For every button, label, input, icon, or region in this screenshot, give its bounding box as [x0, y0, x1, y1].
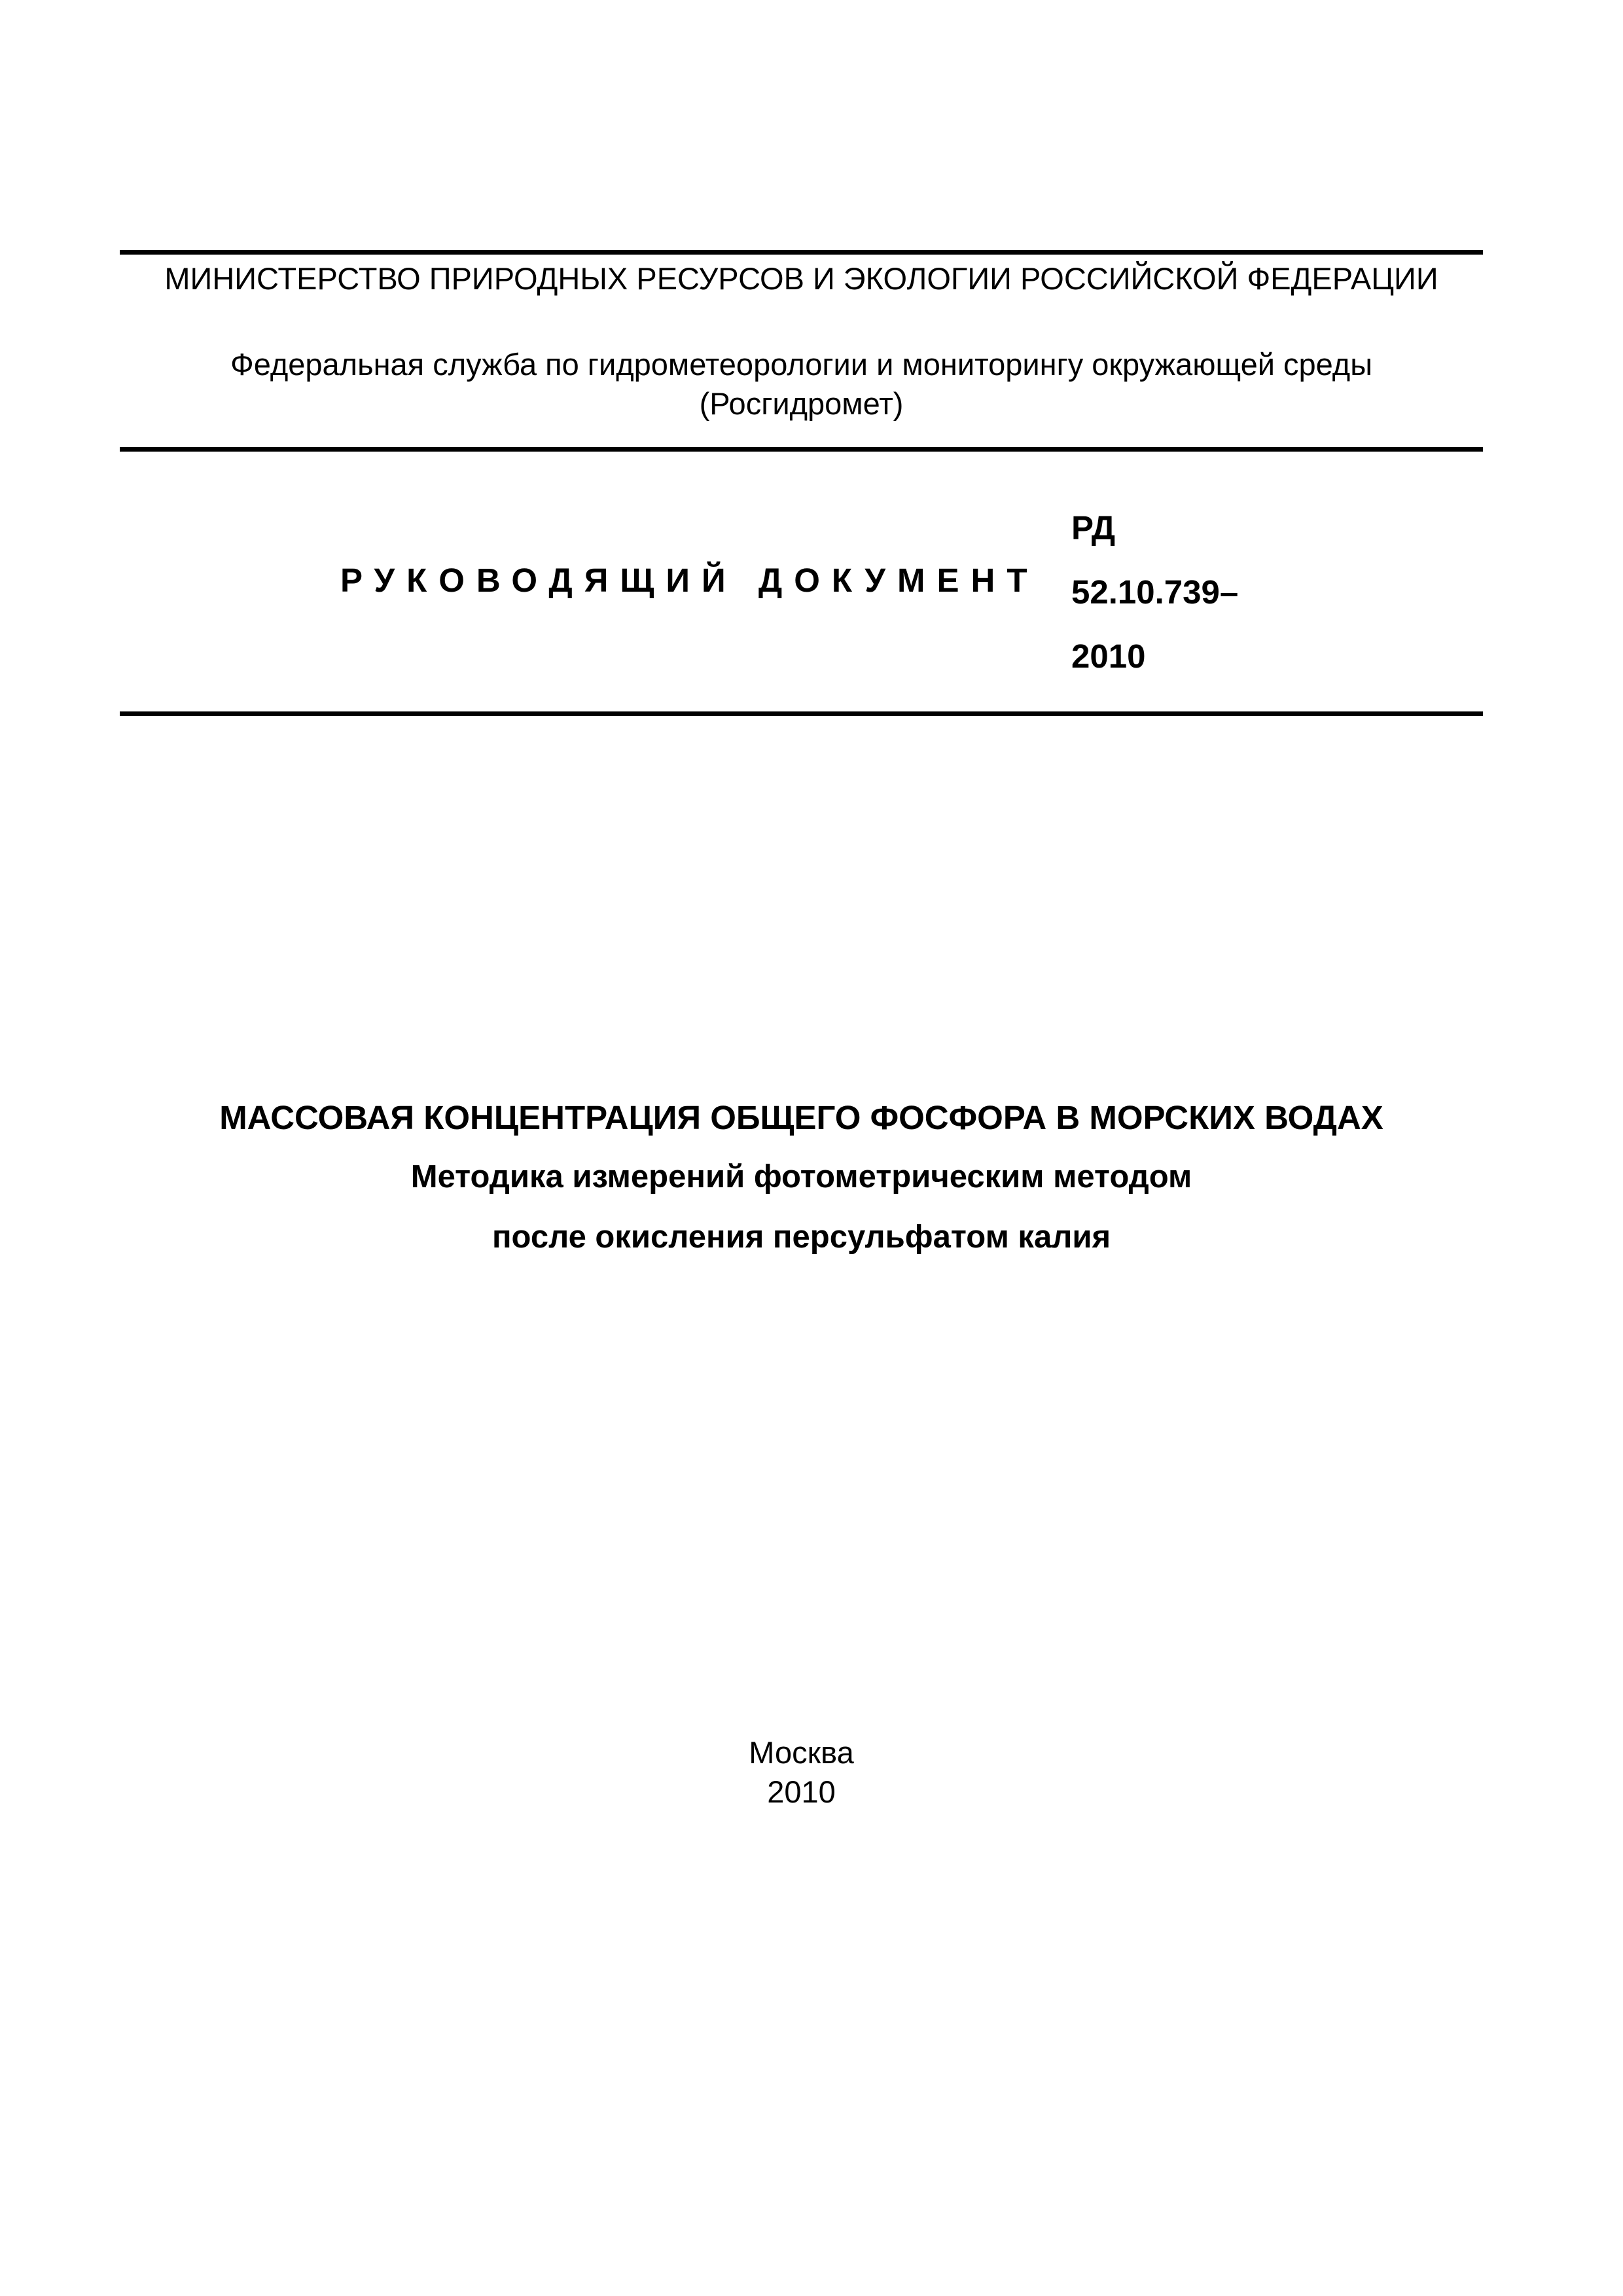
service-name-line-2: (Росгидромет): [699, 386, 904, 421]
publication-city: Москва: [749, 1735, 854, 1770]
document-code-line-1: РД: [1071, 509, 1116, 547]
service-name: [120, 345, 1483, 423]
bottom-divider: [120, 711, 1483, 716]
document-code-line-2: 52.10.739–: [1071, 573, 1239, 611]
document-title: [120, 1098, 1483, 1257]
document-kind: РУКОВОДЯЩИЙ ДОКУМЕНТ: [340, 562, 1039, 599]
title-subtitle-line-1: Методика измерений фотометрическим методом: [410, 1159, 1192, 1194]
document-code-line-3: 2010: [1071, 637, 1146, 675]
title-main: МАССОВАЯ КОНЦЕНТРАЦИЯ ОБЩЕГО ФОСФОРА В МОРСКИХ ВОДАХ: [219, 1099, 1383, 1136]
middle-divider: [120, 447, 1483, 452]
ministry-name: МИНИСТЕРСТВО ПРИРОДНЫХ РЕСУРСОВ И ЭКОЛОГИИ РОССИЙСКОЙ ФЕДЕРАЦИИ: [164, 261, 1438, 296]
title-subtitle-line-2: после окисления персульфатом калия: [491, 1219, 1111, 1255]
publication-year: 2010: [767, 1774, 836, 1809]
publication-info: [120, 1733, 1483, 1812]
top-divider: [120, 250, 1483, 255]
document-code: [1071, 496, 1238, 689]
service-name-line-1: Федеральная служба по гидрометеорологии и мониторингу окружающей среды: [230, 347, 1372, 382]
